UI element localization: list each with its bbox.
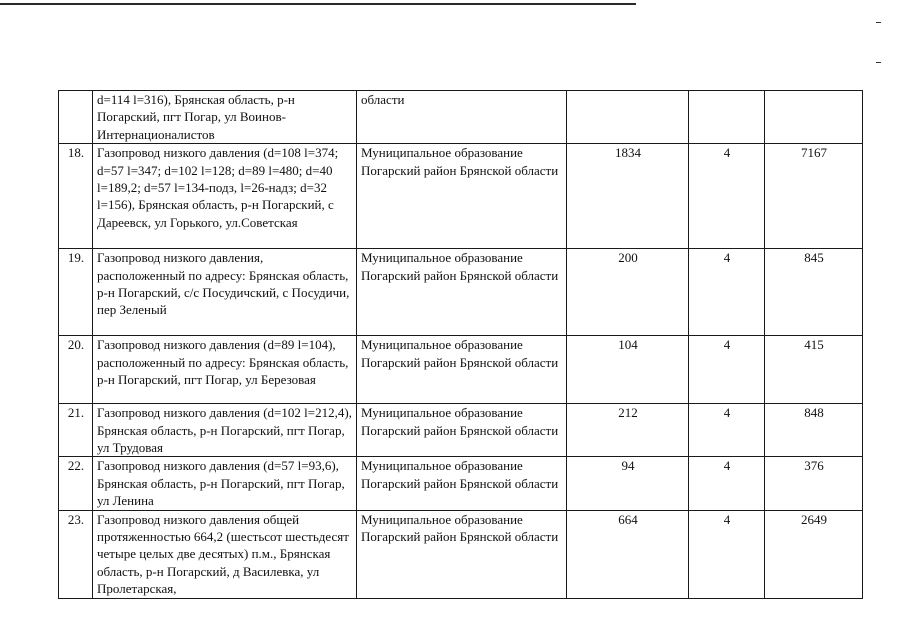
row-number: 23.	[59, 510, 93, 598]
row-number: 18.	[59, 144, 93, 249]
owner: Муниципальное образование Погарский район Брянской области	[357, 336, 567, 404]
scan-top-line	[0, 3, 636, 5]
table-row	[59, 336, 863, 404]
value-amount: 845	[765, 249, 863, 336]
value-amount: 376	[765, 457, 863, 510]
object-name: Газопровод низкого давления общей протяженностью 664,2 (шестьсот шестьдесят четыре целых две десятых) п.м., Брянская область, р-н Погарский, д Василевка, ул Пролетарская,	[93, 510, 357, 598]
value-length: 104	[567, 336, 689, 404]
object-name: Газопровод низкого давления (d=102 l=212,4), Брянская область, р-н Погарский, пгт Погар, ул Трудовая	[93, 404, 357, 457]
value-length: 212	[567, 404, 689, 457]
object-name: d=114 l=316), Брянская область, р-н Погарский, пгт Погар, ул Воинов-Интернационалистов	[93, 91, 357, 144]
row-number: 21.	[59, 404, 93, 457]
scan-mark-bottom	[876, 62, 881, 63]
table-row	[59, 510, 863, 598]
object-name: Газопровод низкого давления (d=89 l=104), расположенный по адресу: Брянская область, р-н Погарский, пгт Погар, ул Березовая	[93, 336, 357, 404]
object-name: Газопровод низкого давления (d=108 l=374; d=57 l=347; d=102 l=128; d=89 l=480; d=40 l=189,2; d=57 l=134-подз, l=26-надз; d=32 l=156), Брянская область, р-н Погарский, с Дареевск, ул Горького, ул.Советская	[93, 144, 357, 249]
value-amount: 7167	[765, 144, 863, 249]
value-category: 4	[689, 336, 765, 404]
value-category: 4	[689, 249, 765, 336]
table-row	[59, 457, 863, 510]
value-category: 4	[689, 404, 765, 457]
owner: Муниципальное образование Погарский район Брянской области	[357, 249, 567, 336]
value-category: 4	[689, 144, 765, 249]
value-length: 94	[567, 457, 689, 510]
value-amount	[765, 91, 863, 144]
table-row	[59, 249, 863, 336]
value-amount: 848	[765, 404, 863, 457]
value-category: 4	[689, 510, 765, 598]
row-number: 22.	[59, 457, 93, 510]
owner: Муниципальное образование Погарский район Брянской области	[357, 510, 567, 598]
table-row	[59, 144, 863, 249]
scan-mark-top	[876, 22, 881, 23]
value-category: 4	[689, 457, 765, 510]
row-number: 19.	[59, 249, 93, 336]
value-category	[689, 91, 765, 144]
owner: Муниципальное образование Погарский район Брянской области	[357, 457, 567, 510]
value-length	[567, 91, 689, 144]
value-amount: 2649	[765, 510, 863, 598]
row-number	[59, 91, 93, 144]
table-row	[59, 91, 863, 144]
value-length: 664	[567, 510, 689, 598]
owner: Муниципальное образование Погарский район Брянской области	[357, 144, 567, 249]
owner: Муниципальное образование Погарский район Брянской области	[357, 404, 567, 457]
object-name: Газопровод низкого давления, расположенный по адресу: Брянская область, р-н Погарский, с/с Посудичский, с Посудичи, пер Зеленый	[93, 249, 357, 336]
value-length: 200	[567, 249, 689, 336]
owner: области	[357, 91, 567, 144]
row-number: 20.	[59, 336, 93, 404]
object-name: Газопровод низкого давления (d=57 l=93,6), Брянская область, р-н Погарский, пгт Погар, ул Ленина	[93, 457, 357, 510]
value-length: 1834	[567, 144, 689, 249]
table-row	[59, 404, 863, 457]
value-amount: 415	[765, 336, 863, 404]
gas-pipeline-registry-table	[58, 90, 863, 599]
